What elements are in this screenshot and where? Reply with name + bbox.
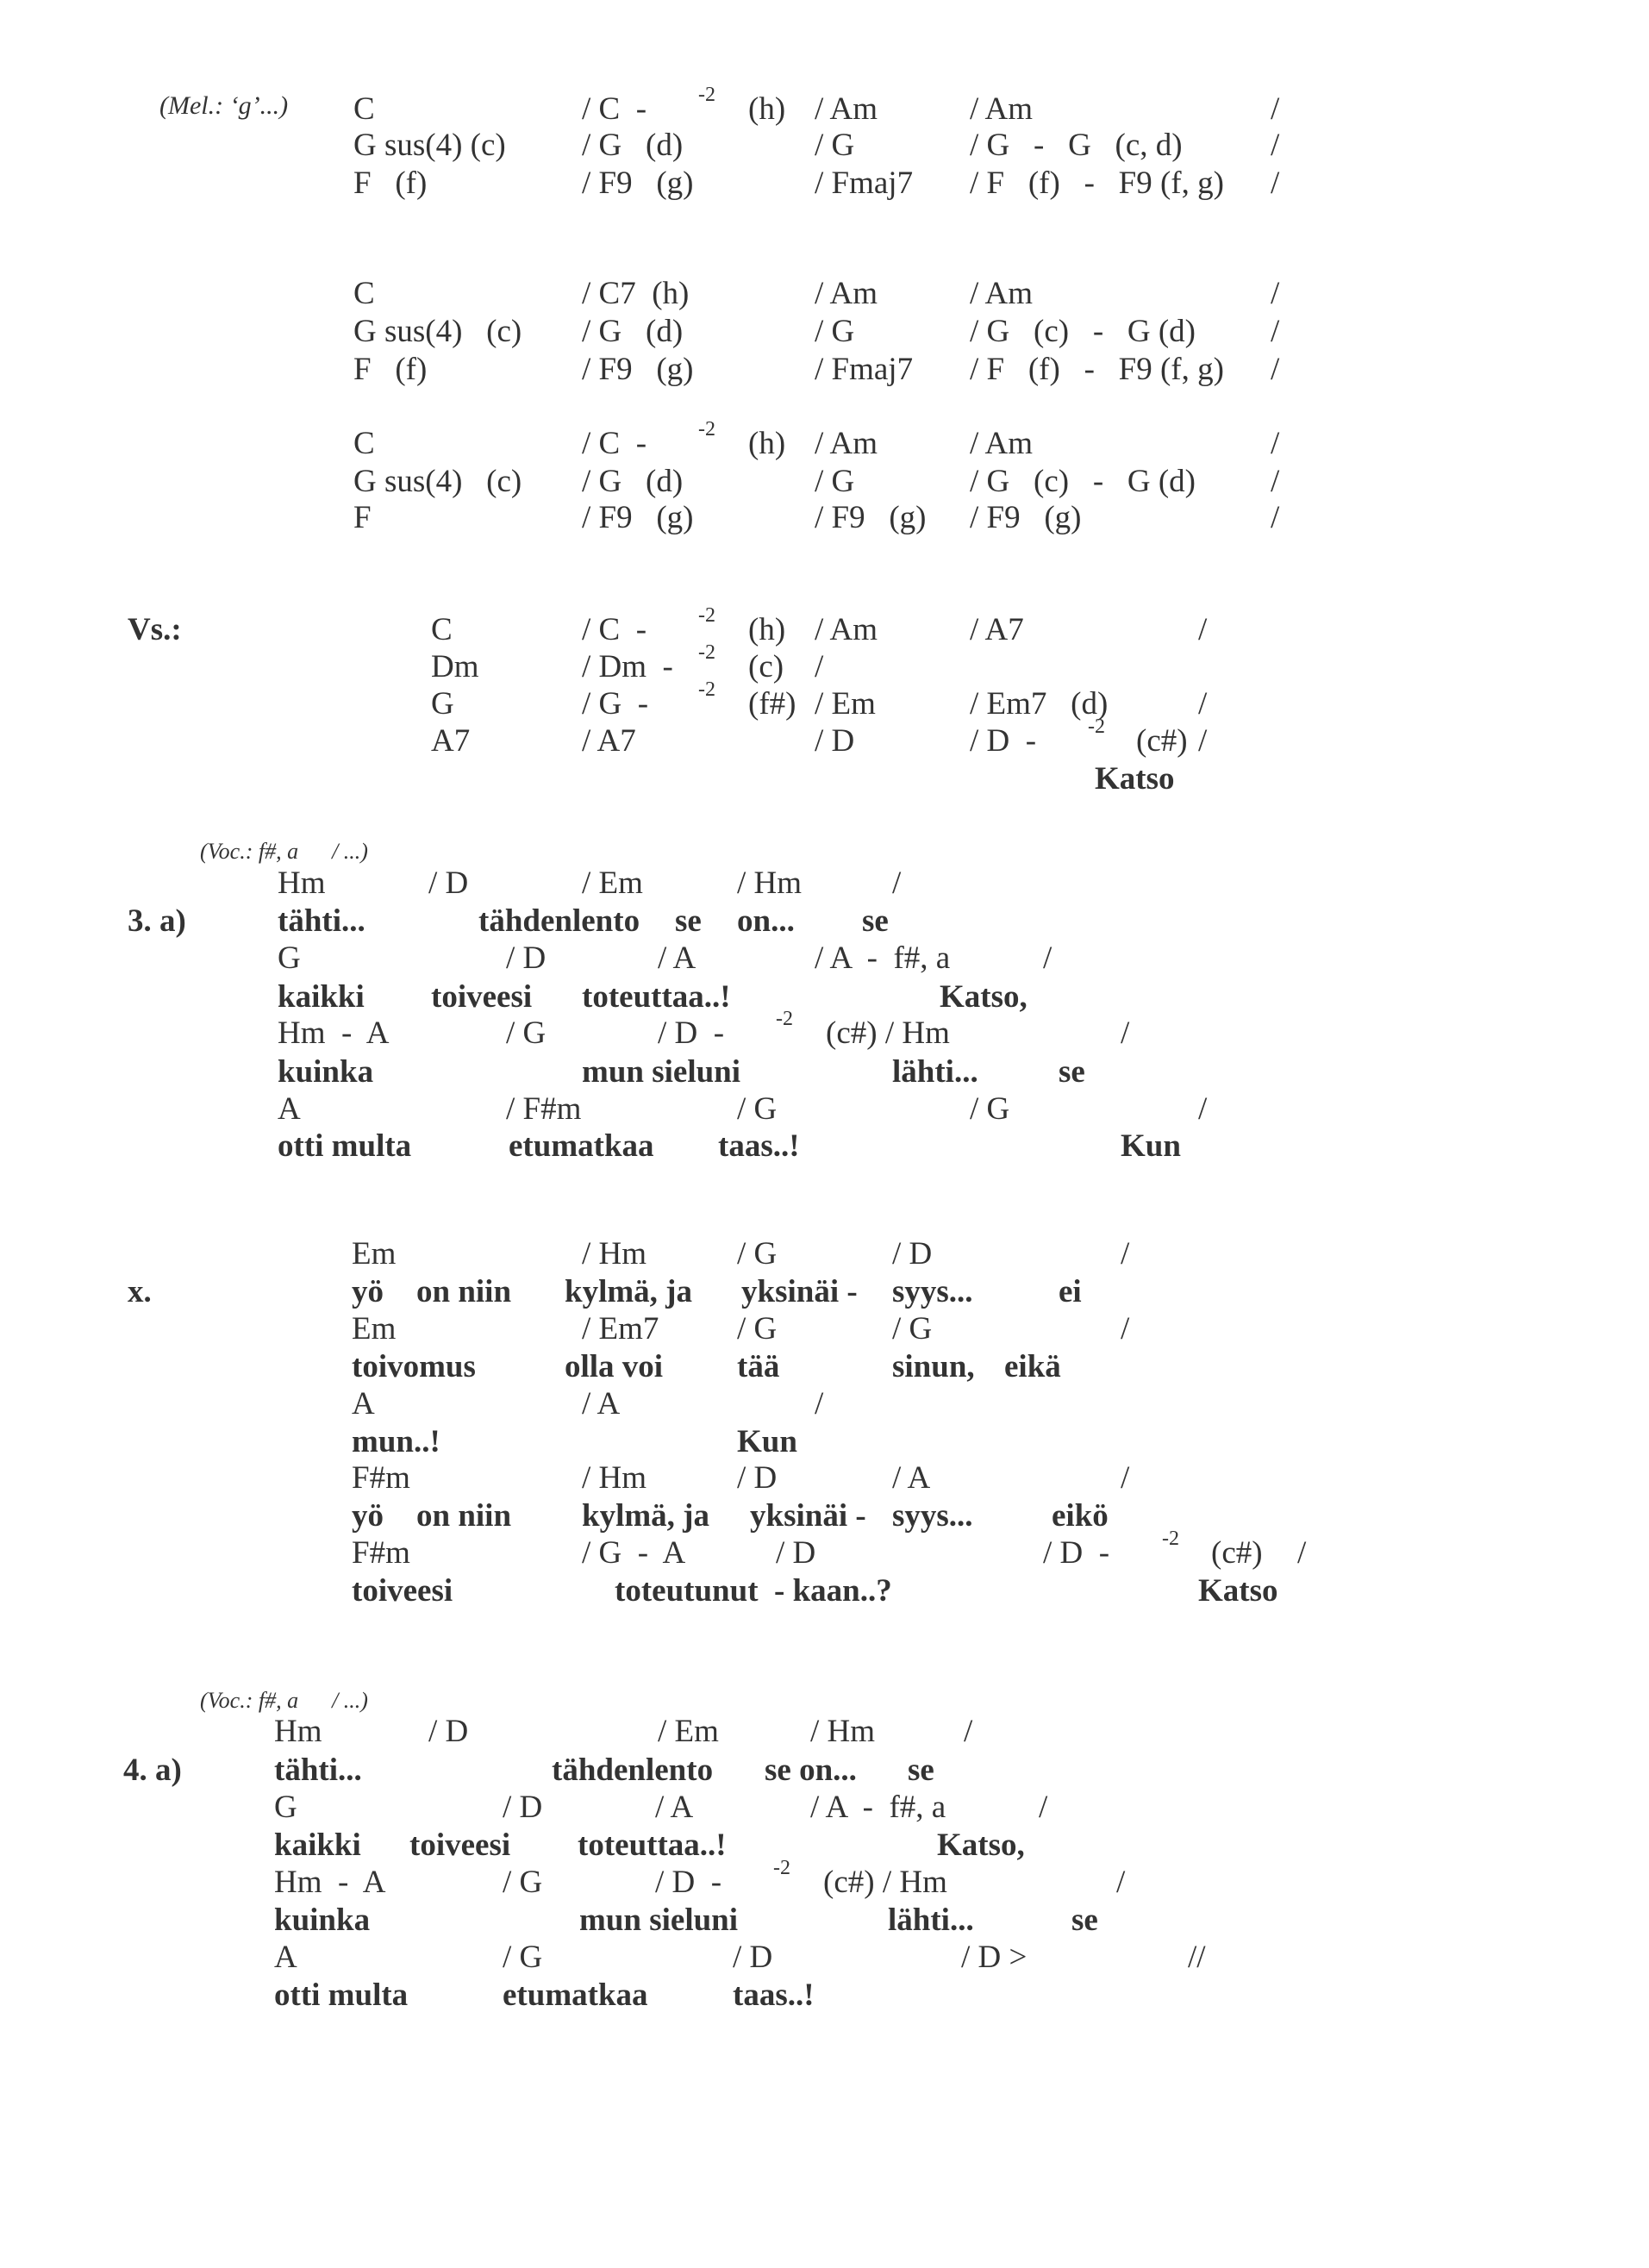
chord: / G (d) [582, 314, 684, 349]
lyric: tähdenlento [478, 903, 640, 939]
chord: / D [428, 1714, 469, 1749]
chord: (c#) / Hm [823, 1865, 947, 1900]
superscript-minus-two: -2 [698, 678, 715, 701]
lyric: kaikki [278, 979, 365, 1015]
chord: / D [737, 1460, 778, 1496]
chord: C [353, 91, 375, 127]
chord-note: (h) [748, 612, 786, 647]
bar-line: / [1271, 352, 1280, 387]
lyric: Katso [1095, 761, 1175, 797]
chord: / Am [970, 91, 1033, 127]
lyric: on niin [416, 1274, 512, 1309]
bar-line: / [892, 865, 902, 901]
chord: / D - [658, 1015, 725, 1051]
lyric: kuinka [278, 1054, 374, 1090]
chord: / G [503, 1865, 543, 1900]
chord-note: (h) [748, 91, 786, 127]
lyric: kylmä, ja [582, 1498, 709, 1534]
lyric: toiveesi [352, 1573, 453, 1609]
lyric: syys... [892, 1274, 973, 1309]
chord: / G [506, 1015, 547, 1051]
lyric: olla voi [565, 1349, 664, 1384]
chord: / Fmaj7 [815, 352, 914, 387]
bar-line: / [964, 1714, 973, 1749]
lyric: yksinäi - [750, 1498, 866, 1534]
chord: / Am [815, 276, 878, 311]
chord: / G [815, 314, 855, 349]
chord: F#m [352, 1535, 410, 1571]
melody-label: (Mel.: ‘g’...) [159, 91, 289, 120]
chord: / G [737, 1091, 778, 1127]
chord: / C - [582, 612, 647, 647]
superscript-minus-two: -2 [698, 604, 715, 627]
chord: / F9 (g) [970, 500, 1082, 535]
chord: F (f) [353, 352, 428, 387]
chord: / G - G (c, d) [970, 128, 1183, 163]
lyric: taas..! [718, 1128, 800, 1164]
chord: G sus(4) (c) [353, 314, 522, 349]
chord: Em [352, 1236, 397, 1271]
chord: F#m [352, 1460, 410, 1496]
chord: / G (c) - G (d) [970, 464, 1196, 499]
superscript-minus-two: -2 [698, 418, 715, 440]
chord: A [352, 1386, 375, 1421]
chord: / Hm [737, 865, 803, 901]
lyric: - kaan..? [774, 1573, 892, 1609]
chord: / A7 [582, 723, 636, 759]
lyric: yö [352, 1274, 384, 1309]
chord: / G [892, 1311, 933, 1346]
lyric: tää [737, 1349, 780, 1384]
chord: F (f) [353, 166, 428, 201]
chord: / Hm [810, 1714, 876, 1749]
chord: G [278, 940, 301, 976]
superscript-minus-two: -2 [1088, 715, 1105, 738]
chord: C [431, 612, 453, 647]
chord: / D - [1043, 1535, 1110, 1571]
bar-line: / [1271, 91, 1280, 127]
final-bar-line: // [1188, 1940, 1206, 1975]
lyric: Kun [737, 1424, 797, 1459]
chord: / Em7 [582, 1311, 659, 1346]
lyric: otti multa [274, 1977, 409, 2013]
chord-note: (c#) [1211, 1535, 1263, 1571]
chord: / Em7 (d) [970, 686, 1109, 722]
chord: / D - [655, 1865, 722, 1900]
bar-line: / [1116, 1865, 1126, 1900]
chord: G [274, 1790, 297, 1825]
chord: / A7 [970, 612, 1024, 647]
chord-note: (c#) [1136, 723, 1188, 759]
chord: / Dm - [582, 649, 673, 684]
chord: / D [503, 1790, 543, 1825]
lyric: ei [1059, 1274, 1082, 1309]
chord: / D [815, 723, 855, 759]
bar-line: / [1271, 464, 1280, 499]
lyric: eikä [1004, 1349, 1061, 1384]
bar-line: / [1198, 686, 1208, 722]
chord: C [353, 276, 375, 311]
chord: / F9 (g) [582, 352, 694, 387]
lyric: otti multa [278, 1128, 412, 1164]
lyric: tähti... [278, 903, 365, 939]
bar-line: / [1271, 276, 1280, 311]
lyric: Kun [1121, 1128, 1181, 1164]
chord: / F#m [506, 1091, 582, 1127]
section-label: Vs.: [128, 612, 182, 647]
lyric: toivomus [352, 1349, 476, 1384]
chord: / G [503, 1940, 543, 1975]
chord: / D - [970, 723, 1037, 759]
vocal-label: (Voc.: f#, a / ...) [200, 1688, 368, 1713]
lyric: toteuttaa..! [578, 1828, 727, 1863]
chord: / Am [815, 426, 878, 461]
lyric: kylmä, ja [565, 1274, 692, 1309]
chord: / D [733, 1940, 773, 1975]
superscript-minus-two: -2 [698, 84, 715, 106]
bar-line: / [1121, 1236, 1130, 1271]
chord: / Em [582, 865, 643, 901]
chord: A [278, 1091, 301, 1127]
chord: G sus(4) (c) [353, 128, 506, 163]
bar-line: / [1043, 940, 1052, 976]
bar-line: / [1198, 612, 1208, 647]
lyric: eikö [1052, 1498, 1109, 1534]
chord: / Am [815, 612, 878, 647]
chord: Em [352, 1311, 397, 1346]
chord: / A [892, 1460, 931, 1496]
lyric: etumatkaa [509, 1128, 654, 1164]
chord: / Am [970, 276, 1033, 311]
superscript-minus-two: -2 [773, 1857, 790, 1879]
bar-line: / [1297, 1535, 1307, 1571]
bar-line: / [1271, 314, 1280, 349]
lyric: sinun, [892, 1349, 975, 1384]
lyric: yö [352, 1498, 384, 1534]
chord: / D [892, 1236, 933, 1271]
chord: (c#) / Hm [826, 1015, 950, 1051]
chord: / D [506, 940, 547, 976]
lyric: Katso, [937, 1828, 1025, 1863]
lyric: se [1059, 1054, 1085, 1090]
chord: / G (d) [582, 464, 684, 499]
bar-line: / [1121, 1460, 1130, 1496]
vocal-label: (Voc.: f#, a / ...) [200, 839, 368, 864]
chord: / D [776, 1535, 816, 1571]
bar-line: / [1198, 723, 1208, 759]
chord: / C - [582, 426, 647, 461]
chord: Hm - A [278, 1015, 390, 1051]
chord: / C - [582, 91, 647, 127]
chord: / D [428, 865, 469, 901]
chord: / G [970, 1091, 1010, 1127]
chord: / Hm [582, 1460, 647, 1496]
lyric: tähti... [274, 1753, 362, 1788]
lyric: toteuttaa..! [582, 979, 731, 1015]
bar-line: / [1271, 500, 1280, 535]
lyric: taas..! [733, 1977, 815, 2013]
chord: / Fmaj7 [815, 166, 914, 201]
chord: / Em [815, 686, 876, 722]
bar-line: / [1121, 1311, 1130, 1346]
chord: G [431, 686, 454, 722]
superscript-minus-two: -2 [698, 641, 715, 664]
lyric: etumatkaa [503, 1977, 648, 2013]
chord: / A [582, 1386, 621, 1421]
bar-line: / [815, 1386, 824, 1421]
chord: / F9 (g) [815, 500, 927, 535]
chord: / G [815, 128, 855, 163]
superscript-minus-two: -2 [1162, 1528, 1179, 1550]
verse-label: 4. a) [123, 1753, 182, 1788]
lyric: se [862, 903, 889, 939]
chord: / F (f) - F9 (f, g) [970, 166, 1224, 201]
lyric: on niin [416, 1498, 512, 1534]
chord: / F9 (g) [582, 500, 694, 535]
chord: / C7 (h) [582, 276, 690, 311]
lyric: lähti... [892, 1054, 978, 1090]
verse-label: 3. a) [128, 903, 186, 939]
lyric: Katso, [940, 979, 1028, 1015]
chord: / F (f) - F9 (f, g) [970, 352, 1224, 387]
chord: A [274, 1940, 297, 1975]
lyric: yksinäi - [741, 1274, 858, 1309]
bar-line: / [1271, 128, 1280, 163]
chord: Hm - A [274, 1865, 386, 1900]
lyric: toiveesi [409, 1828, 511, 1863]
lyric: syys... [892, 1498, 973, 1534]
chord: / G (d) [582, 128, 684, 163]
lyric: toteutunut [615, 1573, 759, 1609]
chord: Hm [278, 865, 326, 901]
chord-note: (h) [748, 426, 786, 461]
lyric: mun..! [352, 1424, 440, 1459]
chord: / G - A [582, 1535, 686, 1571]
chord: / D > [961, 1940, 1028, 1975]
lyric: lähti... [888, 1902, 974, 1938]
chord: / Am [970, 426, 1033, 461]
chord: / A - f#, a [810, 1790, 946, 1825]
lyric: se on... [765, 1753, 857, 1788]
chord: / G (c) - G (d) [970, 314, 1196, 349]
chord-note: (f#) [748, 686, 796, 722]
chord: / G - [582, 686, 649, 722]
lyric: kuinka [274, 1902, 371, 1938]
chord: / A - f#, a [815, 940, 951, 976]
chord: / A [655, 1790, 694, 1825]
lyric: mun sieluni [579, 1902, 739, 1938]
bar-line: / [1121, 1015, 1130, 1051]
lyric: se [1071, 1902, 1098, 1938]
lyric: se [908, 1753, 934, 1788]
lyric: mun sieluni [582, 1054, 741, 1090]
chord: / G [737, 1236, 778, 1271]
chord: / A [658, 940, 696, 976]
bar-line: / [1271, 426, 1280, 461]
lyric: kaikki [274, 1828, 361, 1863]
bar-line: / [815, 649, 824, 684]
lyric: se [675, 903, 702, 939]
section-label: x. [128, 1274, 152, 1309]
chord: / G [737, 1311, 778, 1346]
chord: C [353, 426, 375, 461]
lyric: tähdenlento [552, 1753, 714, 1788]
chord: / Hm [582, 1236, 647, 1271]
chord: A7 [431, 723, 471, 759]
chord: G sus(4) (c) [353, 464, 522, 499]
superscript-minus-two: -2 [776, 1008, 793, 1030]
chord: / Em [658, 1714, 719, 1749]
chord: / F9 (g) [582, 166, 694, 201]
lyric: Katso [1198, 1573, 1278, 1609]
chord-note: (c) [748, 649, 784, 684]
chord: / G [815, 464, 855, 499]
bar-line: / [1039, 1790, 1048, 1825]
chord: Dm [431, 649, 479, 684]
lyric: toiveesi [431, 979, 533, 1015]
lyric: on... [737, 903, 795, 939]
chord: / Am [815, 91, 878, 127]
bar-line: / [1198, 1091, 1208, 1127]
chord: F [353, 500, 372, 535]
bar-line: / [1271, 166, 1280, 201]
chord: Hm [274, 1714, 322, 1749]
